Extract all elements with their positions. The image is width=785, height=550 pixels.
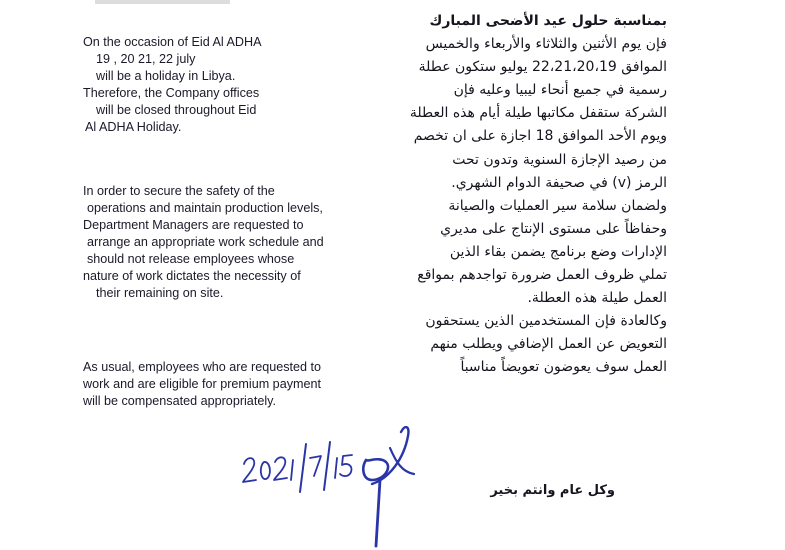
arabic-line: بمناسبة حلول عيد الأضحى المبارك [429, 13, 667, 29]
english-line: In order to secure the safety of the [83, 184, 275, 198]
arabic-announcement [337, 10, 667, 380]
arabic-line: ولضمان سلامة سير العمليات والصيانة [448, 197, 667, 214]
english-line: As usual, employees who are requested to [83, 360, 322, 374]
english-line: will be compensated appropriately. [83, 394, 276, 408]
english-line: will be a holiday in Libya. [96, 69, 236, 83]
english-announcement-paragraph [83, 34, 262, 136]
signature-ink [243, 427, 414, 546]
english-line: nature of work dictates the necessity of [83, 269, 301, 283]
english-line: On the occasion of Eid Al ADHA [83, 35, 262, 49]
arabic-line: الرمز (v) في صحيفة الدوام الشهري. [451, 174, 667, 191]
arabic-line: العمل طيلة هذه العطلة. [527, 290, 667, 307]
arabic-line: الشركة ستقفل مكاتبها طيلة أيام هذه العطلة [409, 105, 667, 122]
arabic-line: من رصيد الإجازة السنوية وتدون تحت [452, 151, 667, 168]
arabic-line: التعويض عن العمل الإضافي ويطلب منهم [430, 336, 667, 353]
arabic-line: وحفاظاً على مستوى الإنتاج على مديري [440, 220, 667, 237]
handwritten-signature [240, 418, 470, 550]
arabic-line: الإدارات وضع برنامج يضمن بقاء الذين [449, 243, 667, 260]
arabic-line: الموافق 22،21،20،19 يوليو ستكون عطلة [418, 59, 667, 76]
arabic-line: ويوم الأحد الموافق 18 اجازة على ان تخصم [413, 128, 667, 145]
english-line: operations and maintain production levels, [87, 201, 323, 215]
english-line: Al ADHA Holiday. [85, 120, 182, 134]
arabic-line: رسمية في جميع أنحاء ليبيا وعليه فإن [453, 82, 667, 99]
english-line: should not release employees whose [87, 252, 295, 266]
arabic-line: العمل سوف يعوضون تعويضاً مناسباً [460, 359, 667, 376]
english-safety-paragraph [83, 183, 324, 302]
arabic-closing-greeting: وكل عام وانتم بخير [490, 483, 615, 498]
english-compensation-paragraph [83, 359, 321, 410]
english-line: their remaining on site. [96, 286, 224, 300]
top-edge-mark [95, 0, 230, 4]
arabic-line: وكالعادة فإن المستخدمين الذين يستحقون [425, 313, 667, 330]
english-line: Department Managers are requested to [83, 218, 304, 232]
english-line: will be closed throughout Eid [96, 103, 257, 117]
arabic-line: فإن يوم الأثنين والثلاثاء والأربعاء والخميس [425, 36, 667, 53]
english-line: arrange an appropriate work schedule and [87, 235, 324, 249]
arabic-line: تملي ظروف العمل ضرورة تواجدهم بمواقع [417, 267, 667, 284]
english-line: work and are eligible for premium payment [83, 377, 321, 391]
english-line: 19 , 20 21, 22 july [96, 52, 196, 66]
english-line: Therefore, the Company offices [83, 86, 260, 100]
